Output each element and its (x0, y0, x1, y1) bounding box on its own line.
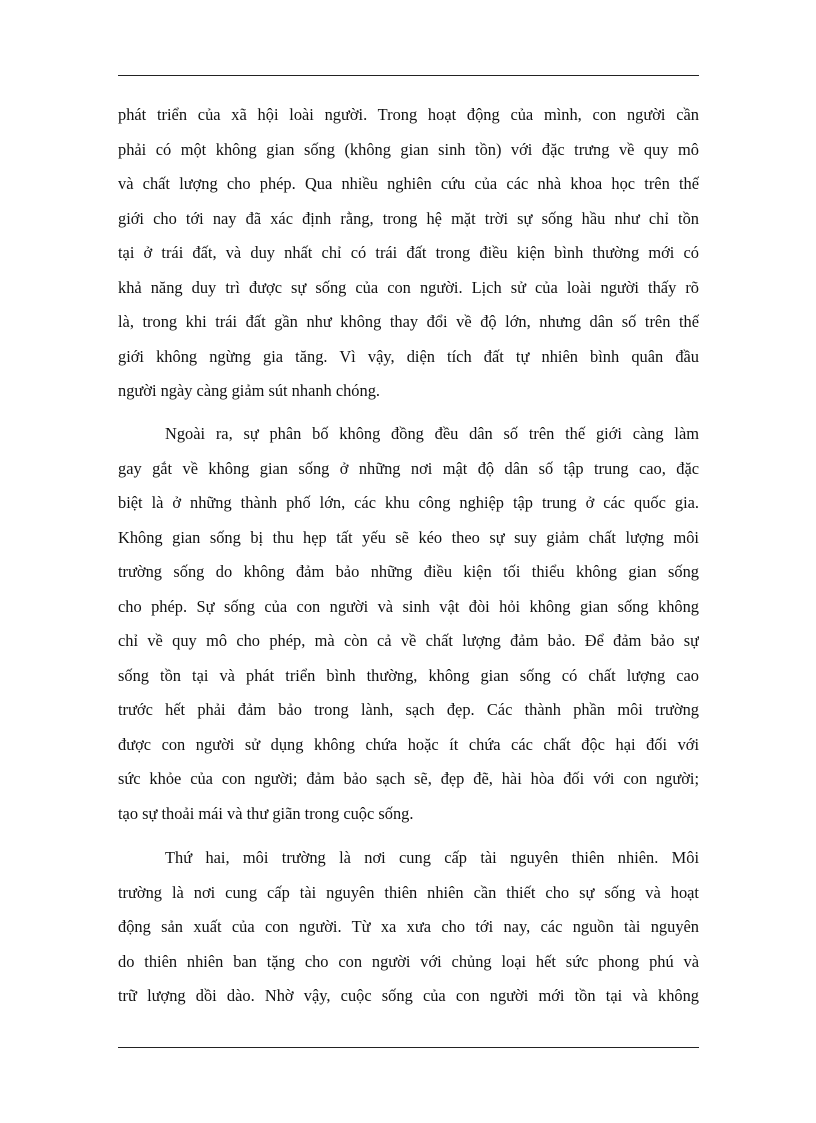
paragraph-line: trữ lượng dồi dào. Nhờ vậy, cuộc sống của con người mới tồn tại và không (118, 986, 699, 1005)
paragraph-line: tạo sự thoải mái và thư giãn trong cuộc sống. (118, 803, 414, 823)
paragraph-line: được con người sử dụng không chứa hoặc ít chứa các chất độc hại đối với (118, 734, 699, 754)
paragraph-line: khả năng duy trì được sự sống của con người. Lịch sử của loài người thấy rõ (118, 277, 699, 297)
paragraph-line: và chất lượng cho phép. Qua nhiều nghiên cứu của các nhà khoa học trên thế (118, 174, 699, 193)
paragraph-line: là, trong khi trái đất gần như không thay đổi về độ lớn, nhưng dân số trên thế (118, 312, 699, 331)
paragraph-line: động sản xuất của con người. Từ xa xưa cho tới nay, các nguồn tài nguyên (118, 917, 699, 936)
paragraph-1 (118, 98, 699, 409)
paragraph-line: Không gian sống bị thu hẹp tất yếu sẽ kéo theo sự suy giảm chất lượng môi (118, 527, 699, 547)
paragraph-line: Thứ hai, môi trường là nơi cung cấp tài nguyên thiên nhiên. Môi (165, 848, 699, 867)
paragraph-line: cho phép. Sự sống của con người và sinh vật đòi hỏi không gian sống không (118, 596, 699, 616)
paragraph-2 (118, 417, 699, 831)
paragraph-line: trường sống do không đảm bảo những điều kiện tối thiểu không gian sống (118, 562, 699, 581)
paragraph-line: chỉ về quy mô cho phép, mà còn cả về chất lượng đảm bảo. Để đảm bảo sự (118, 631, 699, 650)
paragraph-line: do thiên nhiên ban tặng cho con người với chủng loại hết sức phong phú và (118, 951, 699, 971)
paragraph-line: gay gắt về không gian sống ở những nơi mật độ dân số tập trung cao, đặc (118, 458, 699, 478)
paragraph-line: phải có một không gian sống (không gian sinh tồn) với đặc trưng về quy mô (118, 139, 699, 159)
paragraph-line: sức khỏe của con người; đảm bảo sạch sẽ, đẹp đẽ, hài hòa đối với con người; (118, 769, 699, 788)
paragraph-line: người ngày càng giảm sút nhanh chóng. (118, 381, 380, 400)
paragraph-line: giới không ngừng gia tăng. Vì vậy, diện tích đất tự nhiên bình quân đầu (118, 346, 699, 366)
paragraph-line: tại ở trái đất, và duy nhất chỉ có trái đất trong điều kiện bình thường mới có (118, 243, 699, 262)
paragraph-line: biệt là ở những thành phố lớn, các khu công nghiệp tập trung ở các quốc gia. (118, 493, 699, 512)
paragraph-line: giới cho tới nay đã xác định rằng, trong hệ mặt trời sự sống hầu như chỉ tồn (118, 208, 699, 228)
paragraph-line: trước hết phải đảm bảo trong lành, sạch đẹp. Các thành phần môi trường (118, 700, 699, 719)
header-rule (118, 75, 699, 76)
footer-rule (118, 1047, 699, 1048)
paragraph-line: Ngoài ra, sự phân bố không đồng đều dân số trên thế giới càng làm (165, 424, 699, 443)
paragraph-3 (118, 841, 699, 1014)
paragraph-line: phát triển của xã hội loài người. Trong hoạt động của mình, con người cần (118, 105, 699, 124)
paragraph-line: trường là nơi cung cấp tài nguyên thiên nhiên cần thiết cho sự sống và hoạt (118, 882, 699, 902)
paragraph-line: sống tồn tại và phát triển bình thường, không gian sống có chất lượng cao (118, 665, 699, 685)
